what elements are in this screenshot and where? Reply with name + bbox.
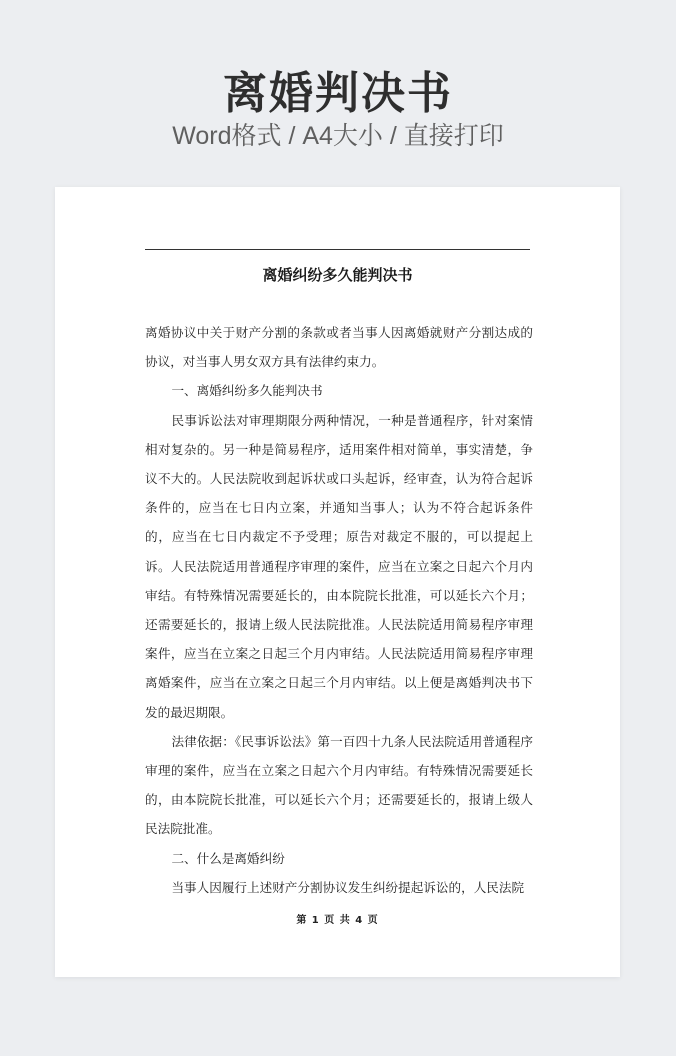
header-rule [145,249,530,250]
document-page [55,187,620,977]
page-number-footer: 第 1 页 共 4 页 [296,915,379,926]
section-heading: 二、什么是离婚纠纷 [171,850,285,866]
body-paragraph: 离婚协议中关于财产分割的条款或者当事人因离婚就财产分割达成的协议，对当事人男女双方具有法律约束力。 [145,325,533,370]
body-paragraph: 法律依据：《民事诉讼法》第一百四十九条人民法院适用普通程序审理的案件，应当在立案之日起六个月内审结。有特殊情况需要延长的，由本院院长批准，可以延长六个月；还需要延长的，报请上级人民法院批准。 [145,733,533,837]
document-title: 离婚纠纷多久能判决书 [262,266,413,284]
banner-title: 离婚判决书 [223,68,453,119]
banner-subtitle: Word格式 / A4大小 / 直接打印 [172,122,504,150]
document-body [145,318,533,902]
body-paragraph: 当事人因履行上述财产分割协议发生纠纷提起诉讼的，人民法院 [171,879,525,895]
section-heading: 一、离婚纠纷多久能判决书 [171,383,323,399]
body-paragraph: 民事诉讼法对审理期限分两种情况，一种是普通程序，针对案情相对复杂的。另一种是简易程序，适用案件相对简单，事实清楚，争议不大的。人民法院收到起诉状或口头起诉，经审查，认为符合起诉条件的，应当在七日内立案，并通知当事人；认为不符合起诉条件的，应当在七日内裁定不予受理；原告对裁定不服的，可以提起上诉。人民法院适用普通程序审理的案件，应当在立案之日起六个月内审结。有特殊情况需要延长的，由本院院长批准，可以延长六个月；还需要延长的，报请上级人民法院批准。人民法院适用简易程序审理案件，应当在立案之日起三个月内审结。人民法院适用简易程序审理离婚案件，应当在立案之日起三个月内审结。以上便是离婚判决书下发的最迟期限。 [145,412,533,720]
